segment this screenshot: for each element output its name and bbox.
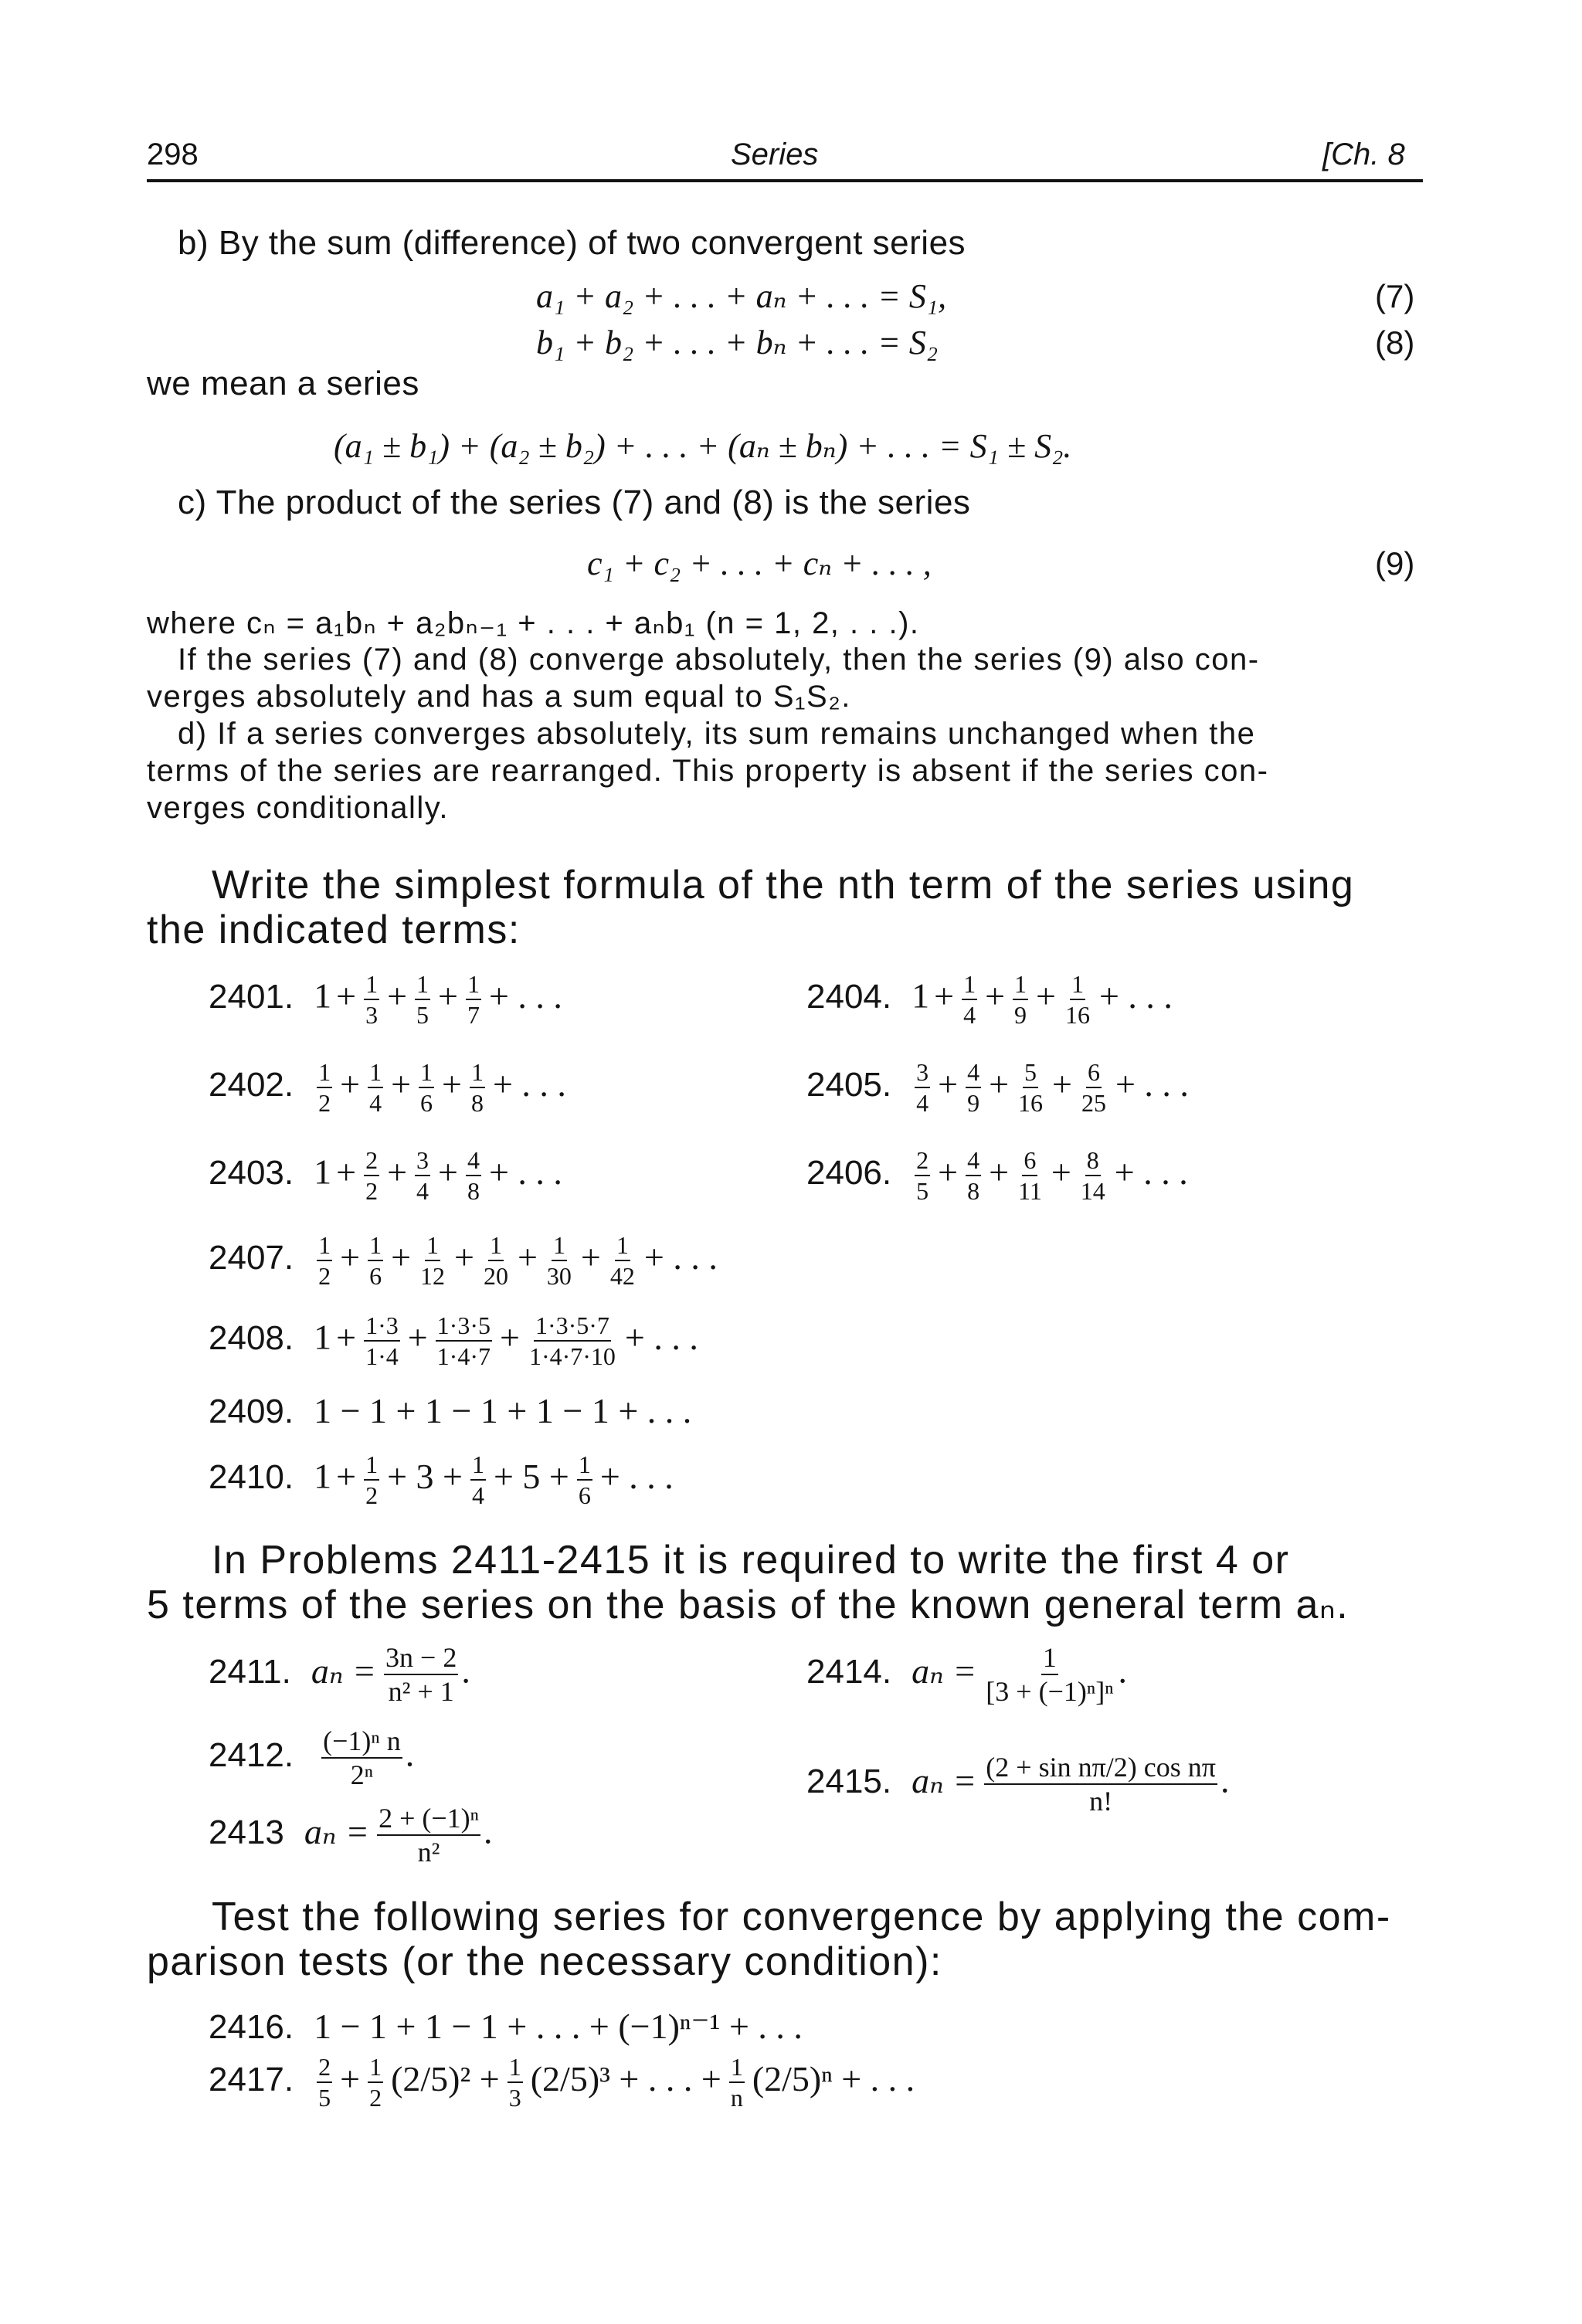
numerator: 4 (966, 1060, 981, 1088)
fraction (466, 1148, 481, 1203)
period: . (461, 1651, 470, 1691)
term: 1 (314, 1317, 332, 1357)
fraction (364, 1313, 400, 1369)
operator: + . . . (624, 1317, 698, 1357)
fraction (436, 1313, 492, 1369)
fraction (466, 972, 481, 1027)
numerator: 1 (368, 2054, 383, 2083)
fraction (384, 1644, 458, 1705)
operator: + . . . (492, 1064, 566, 1104)
numerator: 3 (915, 1060, 930, 1088)
numerator: 1 (1041, 1644, 1058, 1675)
operator: + (387, 975, 408, 1016)
numerator: 1 (729, 2054, 745, 2083)
denominator: 9 (1014, 1001, 1027, 1029)
fraction (419, 1233, 446, 1288)
fraction (915, 1060, 930, 1115)
denominator: 1·4·7·10 (528, 1342, 616, 1370)
equation-8: b₁ + b₂ + . . . + bₙ + . . . = S₂ (536, 324, 939, 361)
fraction (984, 1753, 1217, 1815)
operator: + (336, 1317, 357, 1357)
operator: + 3 + (387, 1456, 463, 1496)
problem-number: 2401. (209, 977, 294, 1016)
operator: + (580, 1237, 601, 1277)
operator: + (340, 1237, 361, 1277)
numerator: 1 (470, 1060, 485, 1088)
denominator: 3 (508, 2084, 521, 2112)
fraction (966, 1148, 981, 1203)
fraction (508, 2054, 523, 2110)
operator: + (989, 1064, 1010, 1104)
fraction (317, 1060, 332, 1115)
problem-number: 2414. (806, 1652, 892, 1691)
operator: + (985, 975, 1006, 1016)
fraction (962, 972, 977, 1027)
operator: + (340, 2058, 361, 2098)
denominator: 2 (318, 1262, 331, 1290)
numerator: (2 + sin nπ/2) cos nπ (984, 1753, 1217, 1785)
series-expression: 1 − 1 + 1 − 1 + . . . + (−1)ⁿ⁻¹ + . . . (314, 2007, 803, 2046)
denominator: 6 (578, 1481, 591, 1509)
operator: + 5 + (493, 1456, 569, 1496)
problem-2406 (806, 1148, 1193, 1203)
denominator: 2 (365, 1177, 379, 1205)
problem-2410 (209, 1452, 678, 1508)
term: 1 (314, 975, 332, 1016)
denominator: n² + 1 (388, 1676, 454, 1707)
problem-number: 2409. (209, 1393, 294, 1430)
numerator: 2 (915, 1148, 930, 1176)
operator: + (438, 1152, 458, 1192)
denominator: 16 (1064, 1001, 1090, 1029)
denominator: 4 (963, 1001, 976, 1029)
numerator: 1 (425, 1233, 440, 1261)
numerator: 1 (1013, 972, 1028, 1000)
fraction (1017, 1148, 1044, 1203)
denominator: 30 (546, 1262, 572, 1290)
fraction (1017, 1060, 1044, 1115)
section1-line-1: Write the simplest formula of the nth term of the series using (212, 863, 1355, 908)
equation-9: c₁ + c₂ + . . . + cₙ + . . . , (587, 545, 932, 582)
problem-number: 2402. (209, 1065, 294, 1104)
numerator: 1 (1070, 972, 1085, 1000)
operator: + . . . (1115, 1064, 1189, 1104)
denominator: 5 (416, 1001, 429, 1029)
operator: + (391, 1064, 412, 1104)
denominator: 2 (365, 1481, 379, 1509)
operator: + . . . (643, 1237, 718, 1277)
operator: + (387, 1152, 408, 1192)
fraction (1013, 972, 1028, 1027)
period: . (1118, 1651, 1128, 1691)
equation-sum: (a₁ ± b₁) + (a₂ ± b₂) + . . . + (aₙ ± bₙ) + . . . = S₁ ± S₂. (334, 427, 1072, 465)
denominator: 16 (1018, 1089, 1044, 1117)
operator: + . . . (488, 975, 562, 1016)
operator: + (336, 1456, 357, 1496)
operator: (2/5)³ + . . . + (530, 2058, 721, 2098)
term: 1 (314, 1456, 332, 1496)
operator: + . . . (1114, 1152, 1188, 1192)
operator: + (391, 1237, 412, 1277)
problem-number: 2406. (806, 1153, 892, 1192)
c-line: c) The product of the series (7) and (8) is the series (178, 483, 971, 521)
general-term-lhs: aₙ = (304, 1811, 370, 1851)
fraction (364, 1452, 379, 1508)
fraction (470, 1452, 486, 1508)
denominator: 6 (369, 1262, 382, 1290)
fraction (377, 1804, 480, 1866)
numerator: 1 (508, 2054, 523, 2083)
d-line-2: terms of the series are rearranged. This property is absent if the series con- (147, 754, 1269, 788)
numerator: 3n − 2 (384, 1644, 458, 1675)
term: 1 (912, 975, 930, 1016)
problem-2412 (209, 1727, 414, 1789)
problem-2413 (209, 1804, 493, 1866)
problem-number: 2408. (209, 1318, 294, 1357)
problem-number: 2412. (209, 1735, 294, 1774)
denominator: 12 (420, 1262, 446, 1290)
problem-2404 (806, 972, 1177, 1027)
fraction (1079, 1148, 1107, 1203)
where-line: where cₙ = a₁bₙ + a₂bₙ₋₁ + . . . + aₙb₁ (n = 1, 2, . . .). (147, 606, 920, 640)
denominator: 4 (916, 1089, 929, 1117)
equation-9-number: (9) (1375, 545, 1415, 582)
operator: + (454, 1237, 474, 1277)
fraction (577, 1452, 592, 1508)
term: 1 − 1 + 1 − 1 + 1 − 1 + . . . (314, 1391, 692, 1430)
problem-number: 2415. (806, 1762, 892, 1800)
denominator: 2 (318, 1089, 331, 1117)
numerator: 1 (577, 1452, 592, 1481)
problem-number: 2405. (806, 1065, 892, 1104)
section2-line-2: 5 terms of the series on the basis of the known general term aₙ. (147, 1583, 1349, 1627)
denominator: 5 (318, 2084, 331, 2112)
equation-7: a₁ + a₂ + . . . + aₙ + . . . = S₁, (536, 277, 947, 315)
numerator: 2 + (−1)ⁿ (377, 1804, 480, 1836)
problem-2411 (209, 1644, 470, 1705)
operator: + (438, 975, 458, 1016)
d-line-1: d) If a series converges absolutely, its sum remains unchanged when the (178, 717, 1256, 751)
fraction (368, 1060, 383, 1115)
numerator: 1 (962, 972, 977, 1000)
header-rule (147, 179, 1423, 182)
numerator: 1 (368, 1060, 383, 1088)
operator: + (934, 975, 955, 1016)
numerator: (−1)ⁿ n (321, 1727, 402, 1759)
general-term-lhs: aₙ = (912, 1651, 977, 1691)
period: . (1220, 1760, 1230, 1800)
problem-number: 2417. (209, 2060, 294, 2098)
numerator: 2 (364, 1148, 379, 1176)
numerator: 1·3·5·7 (534, 1313, 611, 1342)
denominator: n (730, 2084, 743, 2112)
problem-2414 (806, 1644, 1127, 1705)
problem-2409 (209, 1390, 691, 1431)
operator: + (938, 1064, 959, 1104)
b-line: b) By the sum (difference) of two convergent series (178, 224, 966, 262)
fraction (368, 1233, 383, 1288)
problem-2408 (209, 1313, 703, 1369)
numerator: 1 (317, 1233, 332, 1261)
numerator: 1 (466, 972, 481, 1000)
operator: + (442, 1064, 462, 1104)
fraction (415, 1148, 430, 1203)
fraction (966, 1060, 981, 1115)
denominator: 20 (483, 1262, 508, 1290)
fraction (470, 1060, 485, 1115)
numerator: 2 (317, 2054, 332, 2083)
numerator: 8 (1085, 1148, 1101, 1176)
fraction (729, 2054, 745, 2110)
denominator: 2 (369, 2084, 382, 2112)
section3-line-1: Test the following series for convergence by applying the com- (212, 1895, 1391, 1939)
fraction (368, 2054, 383, 2110)
fraction (1080, 1060, 1108, 1115)
problem-number: 2411. (209, 1652, 291, 1691)
numerator: 1 (364, 1452, 379, 1481)
denominator: 1·4·7 (436, 1342, 491, 1370)
operator: (2/5)ⁿ + . . . (752, 2058, 915, 2098)
denominator: 9 (967, 1089, 980, 1117)
fraction (609, 1233, 637, 1288)
fraction (915, 1148, 930, 1203)
fraction (1064, 972, 1091, 1027)
fraction (419, 1060, 434, 1115)
fraction (364, 1148, 379, 1203)
problem-number: 2413 (209, 1813, 284, 1851)
problem-number: 2410. (209, 1457, 294, 1496)
denominator: [3 + (−1)ⁿ]ⁿ (986, 1676, 1114, 1707)
denominator: 3 (365, 1001, 379, 1029)
denominator: 8 (467, 1177, 480, 1205)
operator: + (1051, 1152, 1071, 1192)
numerator: 1 (470, 1452, 486, 1481)
operator: + (938, 1152, 959, 1192)
denominator: 25 (1081, 1089, 1106, 1117)
operator: + (989, 1152, 1010, 1192)
operator: + (1052, 1064, 1072, 1104)
fraction (482, 1233, 510, 1288)
fraction (317, 1233, 332, 1288)
numerator: 4 (466, 1148, 481, 1176)
absolute-line-2: verges absolutely and has a sum equal to S₁S₂. (147, 680, 851, 714)
problem-2415 (806, 1753, 1229, 1815)
chapter-label: [Ch. 8 (1322, 137, 1405, 171)
numerator: 1·3·5 (436, 1313, 492, 1342)
denominator: n² (417, 1837, 440, 1868)
denominator: 14 (1080, 1177, 1105, 1205)
problem-2402 (209, 1060, 571, 1115)
problem-number: 2403. (209, 1153, 294, 1192)
denominator: 4 (416, 1177, 429, 1205)
period: . (405, 1734, 415, 1774)
denominator: 42 (609, 1262, 635, 1290)
denominator: 8 (470, 1089, 484, 1117)
operator: + (336, 975, 357, 1016)
fraction (545, 1233, 573, 1288)
operator: + (1036, 975, 1056, 1016)
numerator: 1 (368, 1233, 383, 1261)
denominator: 11 (1018, 1177, 1042, 1205)
fraction (984, 1644, 1115, 1705)
problem-2403 (209, 1148, 567, 1203)
general-term-lhs: aₙ = (912, 1760, 977, 1800)
numerator: 4 (966, 1148, 981, 1176)
numerator: 3 (415, 1148, 430, 1176)
numerator: 1 (488, 1233, 504, 1261)
operator: + (340, 1064, 361, 1104)
section3-line-2: parison tests (or the necessary condition): (147, 1939, 942, 1984)
denominator: 8 (967, 1177, 980, 1205)
fraction (364, 972, 379, 1027)
numerator: 6 (1022, 1148, 1037, 1176)
operator: + (407, 1317, 428, 1357)
denominator: 2ⁿ (350, 1759, 374, 1790)
denominator: n! (1089, 1786, 1113, 1817)
problem-2417 (209, 2054, 919, 2110)
numerator: 5 (1023, 1060, 1038, 1088)
denominator: 4 (471, 1481, 484, 1509)
general-term-lhs: aₙ = (311, 1651, 377, 1691)
running-title: Series (731, 137, 819, 171)
problem-number: 2404. (806, 977, 892, 1016)
denominator: 4 (369, 1089, 382, 1117)
absolute-line-1: If the series (7) and (8) converge absolutely, then the series (9) also con- (178, 643, 1260, 677)
numerator: 1 (552, 1233, 567, 1261)
denominator: 5 (916, 1177, 929, 1205)
numerator: 6 (1086, 1060, 1102, 1088)
operator: + (336, 1152, 357, 1192)
operator: + . . . (1098, 975, 1173, 1016)
operator: + . . . (488, 1152, 562, 1192)
problem-2407 (209, 1233, 722, 1288)
section1-line-2: the indicated terms: (147, 908, 521, 952)
d-line-3: verges conditionally. (147, 791, 449, 825)
period: . (484, 1811, 493, 1851)
fraction (415, 972, 430, 1027)
numerator: 1 (615, 1233, 630, 1261)
denominator: 1·4 (365, 1342, 399, 1370)
fraction (528, 1313, 617, 1369)
operator: + . . . (599, 1456, 674, 1496)
numerator: 1 (317, 1060, 332, 1088)
numerator: 1·3 (364, 1313, 400, 1342)
page-number: 298 (147, 137, 199, 171)
problem-2405 (806, 1060, 1193, 1115)
we-mean-line: we mean a series (147, 365, 419, 402)
equation-8-number: (8) (1375, 324, 1415, 361)
numerator: 1 (415, 972, 430, 1000)
denominator: 7 (467, 1001, 480, 1029)
fraction (317, 2054, 332, 2110)
problem-number: 2407. (209, 1238, 294, 1277)
problem-2401 (209, 972, 567, 1027)
problem-number: 2416. (209, 2008, 294, 2046)
problem-2416 (209, 2005, 803, 2047)
operator: + (499, 1317, 520, 1357)
operator: + (517, 1237, 538, 1277)
equation-7-number: (7) (1375, 278, 1415, 314)
fraction (321, 1727, 402, 1789)
numerator: 1 (419, 1060, 434, 1088)
term: 1 (314, 1152, 332, 1192)
operator: (2/5)² + (391, 2058, 500, 2098)
section2-line-1: In Problems 2411-2415 it is required to write the first 4 or (212, 1538, 1290, 1583)
denominator: 6 (420, 1089, 433, 1117)
numerator: 1 (364, 972, 379, 1000)
